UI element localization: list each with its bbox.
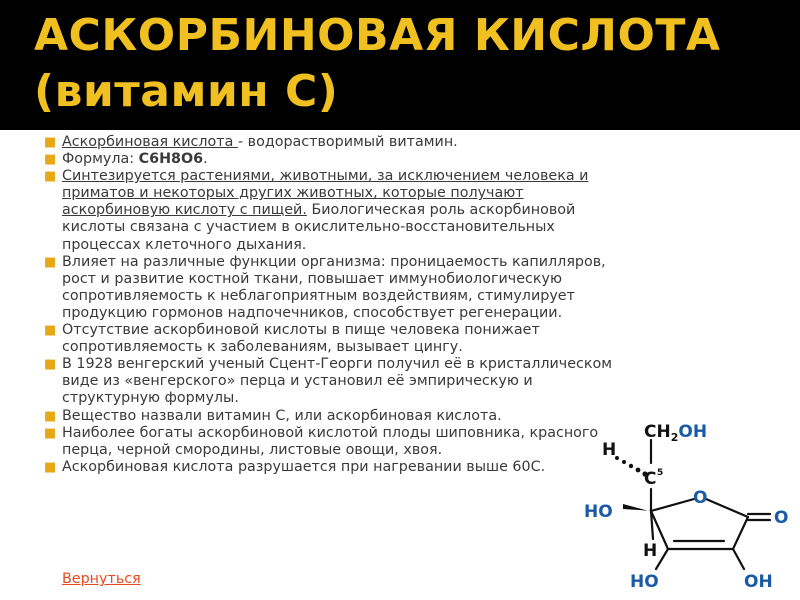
- bullet-icon: ■: [44, 425, 57, 441]
- formula-label: Формула:: [62, 151, 139, 168]
- label-oh-bottom: OH: [744, 572, 773, 592]
- bullet-icon: ■: [44, 408, 57, 424]
- list-item: [44, 356, 616, 407]
- label-h-bottom: H: [643, 541, 658, 561]
- list-item: [44, 425, 616, 459]
- term-ascorbic-acid: Аскорбиновая кислота: [62, 134, 238, 150]
- hashed-bond-c5-h: [615, 456, 648, 477]
- list-item: [44, 254, 616, 322]
- bullet-icon: ■: [44, 459, 57, 475]
- svg-text:CH2OH: [644, 422, 707, 444]
- title-line-2: (витамин С): [34, 66, 339, 117]
- list-item-text: Влияет на различные функции организма: проницаемость капилляров, рост и развитие костной ткани, повышает иммунобиологическую сопротивляемость к неблагоприятным воздействиям, стимулирует продукцию гормонов надпочечников, способствует регенерации.: [62, 253, 606, 321]
- bullet-icon: ■: [44, 135, 57, 150]
- list-item-text: Биологическая роль аскорбиновой кислоты связана с участием в окислительно-восстановительных процессах клеточного дыхания.: [62, 202, 576, 253]
- list-item-text: Аскорбиновая кислота разрушается при нагревании выше 60С.: [62, 458, 546, 475]
- bullet-list: [44, 134, 616, 476]
- list-item: [44, 134, 616, 151]
- formula-value: С6Н8О6: [138, 151, 204, 168]
- bullet-icon: ■: [44, 152, 57, 168]
- label-ho-bottom: HO: [630, 572, 659, 592]
- label-ch2oh: $CH_2OH$: [644, 422, 708, 444]
- list-item-text: В 1928 венгерский ученый Сцент-Георги получил её в кристаллическом виде из «венгерского» перца и установил её эмпирическую и структурную формулы.: [62, 356, 613, 407]
- list-item-text: Вещество назвали витамин С, или аскорбиновая кислота.: [62, 407, 502, 424]
- title-line-1: АСКОРБИНОВАЯ КИСЛОТА: [34, 10, 721, 61]
- label-ho-left: HO: [584, 502, 613, 522]
- back-link[interactable]: Вернуться: [62, 571, 141, 587]
- label-o-ring: O: [693, 488, 708, 508]
- label-c5: C: [644, 469, 657, 489]
- label-c5-superscript: 5: [657, 468, 664, 478]
- slide-title: [34, 8, 720, 120]
- synthesis-text: Синтезируется растениями, животными, за исключением человека и приматов и некоторых других животных, которые получают аскорбиновую кислоту с пищей.: [62, 168, 589, 219]
- list-item: [44, 459, 616, 476]
- list-item-text: Наиболее богаты аскорбиновой кислотой плоды шиповника, красного перца, черной смородины, листовые овощи, хвоя.: [62, 424, 599, 458]
- ascorbic-acid-structure: [570, 405, 795, 595]
- title-bar: [0, 0, 800, 130]
- bond-c2-oh: [733, 549, 744, 569]
- formula-suffix: .: [203, 151, 208, 168]
- list-item: [44, 151, 616, 168]
- label-o-carbonyl: O: [774, 508, 789, 528]
- list-item: [44, 168, 616, 253]
- bullet-icon: ■: [44, 357, 57, 373]
- bullet-icon: ■: [44, 254, 57, 270]
- wedge-bond-c4-oh: [623, 504, 653, 511]
- bond-c1-c2: [733, 517, 748, 549]
- bullet-icon: ■: [44, 323, 57, 339]
- list-item-text: Отсутствие аскорбиновой кислоты в пище человека понижает сопротивляемость к заболеваниям, вызывает цингу.: [62, 322, 540, 356]
- list-item: [44, 408, 616, 425]
- bond-c3-oh: [656, 549, 668, 569]
- list-item: [44, 322, 616, 356]
- bullet-icon: ■: [44, 169, 57, 185]
- bond-c4-o: [651, 499, 694, 511]
- bond-o-c1: [706, 499, 748, 517]
- list-item-text: - водорастворимый витамин.: [237, 134, 458, 150]
- label-h-top: H: [602, 440, 617, 460]
